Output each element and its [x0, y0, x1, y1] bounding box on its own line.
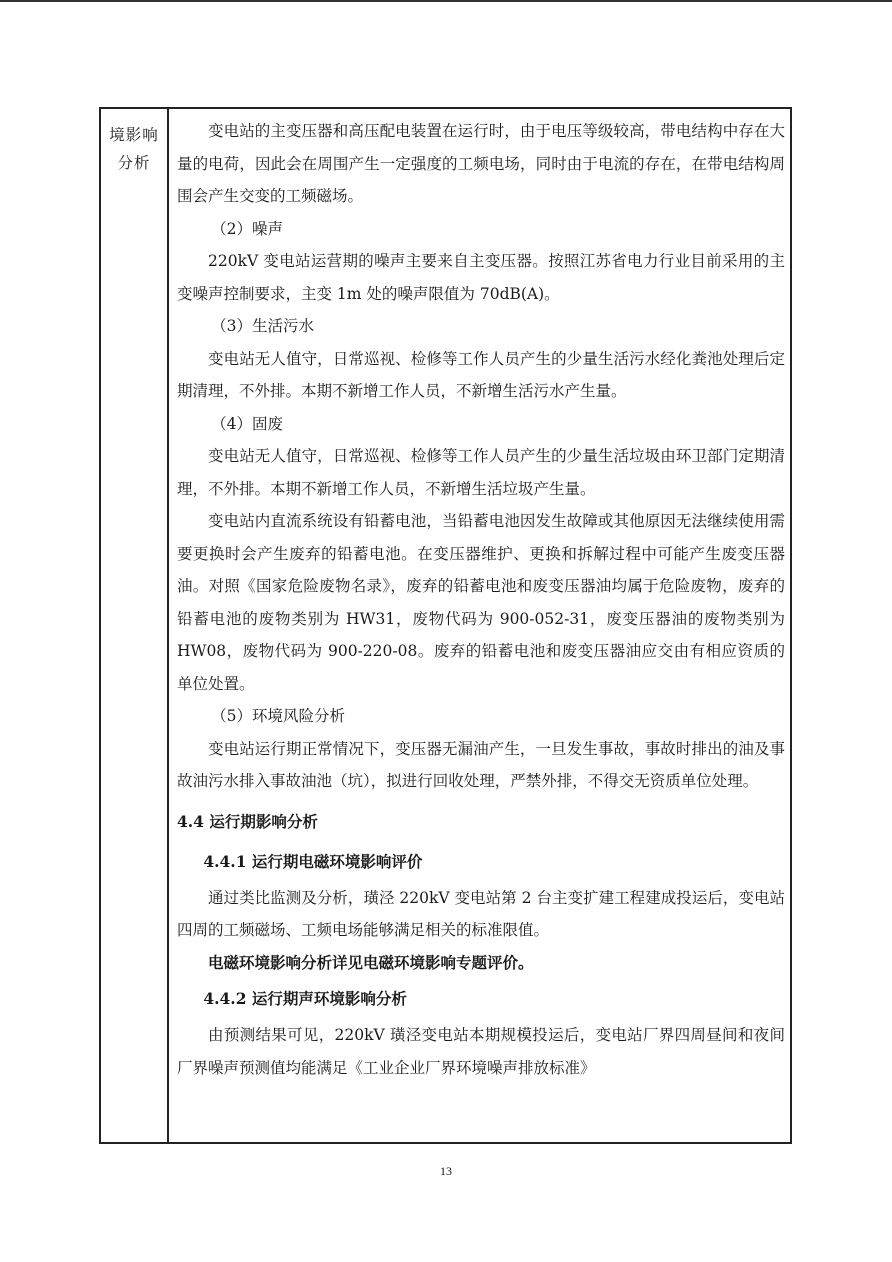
body-paragraph: （4）固废 [211, 414, 283, 433]
row-header-line-2: 分析 [117, 154, 151, 172]
report-table [99, 107, 792, 1144]
body-paragraph: 电磁环境影响分析详见电磁环境影响专题评价。 [208, 952, 534, 972]
body-paragraph: 220kV 变电站运营期的噪声主要来自主变压器。按照江苏省电力行业目前采用的主变噪声控制要求，主变 1m 处的噪声限值为 70dB(A)。 [177, 252, 785, 303]
body-paragraph: 变电站内直流系统设有铅蓄电池，当铅蓄电池因发生故障或其他原因无法继续使用需要更换时会产生废弃的铅蓄电池。在变压器维护、更换和拆解过程中可能产生废变压器油。对照《国家危险废物名录》，废弃的铅蓄电池和废变压器油均属于危险废物，废弃的铅蓄电池的废物类别为 HW31，废物代码为 900-052-31，废变压器油的废物类别为 HW08，废物代码为 900-220-08。废弃的铅蓄电池和废变压器油应交由有相应资质的单位处置。 [177, 512, 785, 693]
body-paragraph: 变电站无人值守，日常巡视、检修等工作人员产生的少量生活垃圾由环卫部门定期清理，不外排。本期不新增工作人员，不新增生活垃圾产生量。 [177, 447, 785, 498]
section-heading: 4.4 运行期影响分析 [177, 811, 318, 831]
body-paragraph: 变电站无人值守，日常巡视、检修等工作人员产生的少量生活污水经化粪池处理后定期清理，不外排。本期不新增工作人员，不新增生活污水产生量。 [177, 349, 785, 400]
body-paragraph: 变电站运行期正常情况下，变压器无漏油产生，一旦发生事故，事故时排出的油及事故油污水排入事故油池（坑），拟进行回收处理，严禁外排，不得交无资质单位处理。 [177, 739, 785, 790]
content-cell [177, 115, 785, 1084]
row-header-line-1: 境影响 [109, 126, 159, 144]
body-paragraph: 通过类比监测及分析，璜泾 220kV 变电站第 2 台主变扩建工程建成投运后，变电站四周的工频磁场、工频电场能够满足相关的标准限值。 [177, 888, 785, 939]
column-divider [167, 109, 169, 1142]
page-top-rule [0, 0, 892, 2]
body-paragraph: 变电站的主变压器和高压配电装置在运行时，由于电压等级较高，带电结构中存在大量的电荷，因此会在周围产生一定强度的工频电场，同时由于电流的存在，在带电结构周围会产生交变的工频磁场。 [177, 122, 785, 205]
section-heading: 4.4.2 运行期声环境影响分析 [203, 989, 407, 1008]
section-heading: 4.4.1 运行期电磁环境影响评价 [203, 851, 423, 871]
body-paragraph: （2）噪声 [211, 219, 283, 238]
body-paragraph: （5）环境风险分析 [211, 707, 345, 725]
page-number: 13 [440, 1164, 452, 1178]
row-header-cell [105, 121, 163, 177]
body-paragraph: 由预测结果可见，220kV 璜泾变电站本期规模投运后，变电站厂界四周昼间和夜间厂界噪声预测值均能满足《工业企业厂界环境噪声排放标准》 [177, 1026, 785, 1077]
body-paragraph: （3）生活污水 [211, 317, 314, 335]
